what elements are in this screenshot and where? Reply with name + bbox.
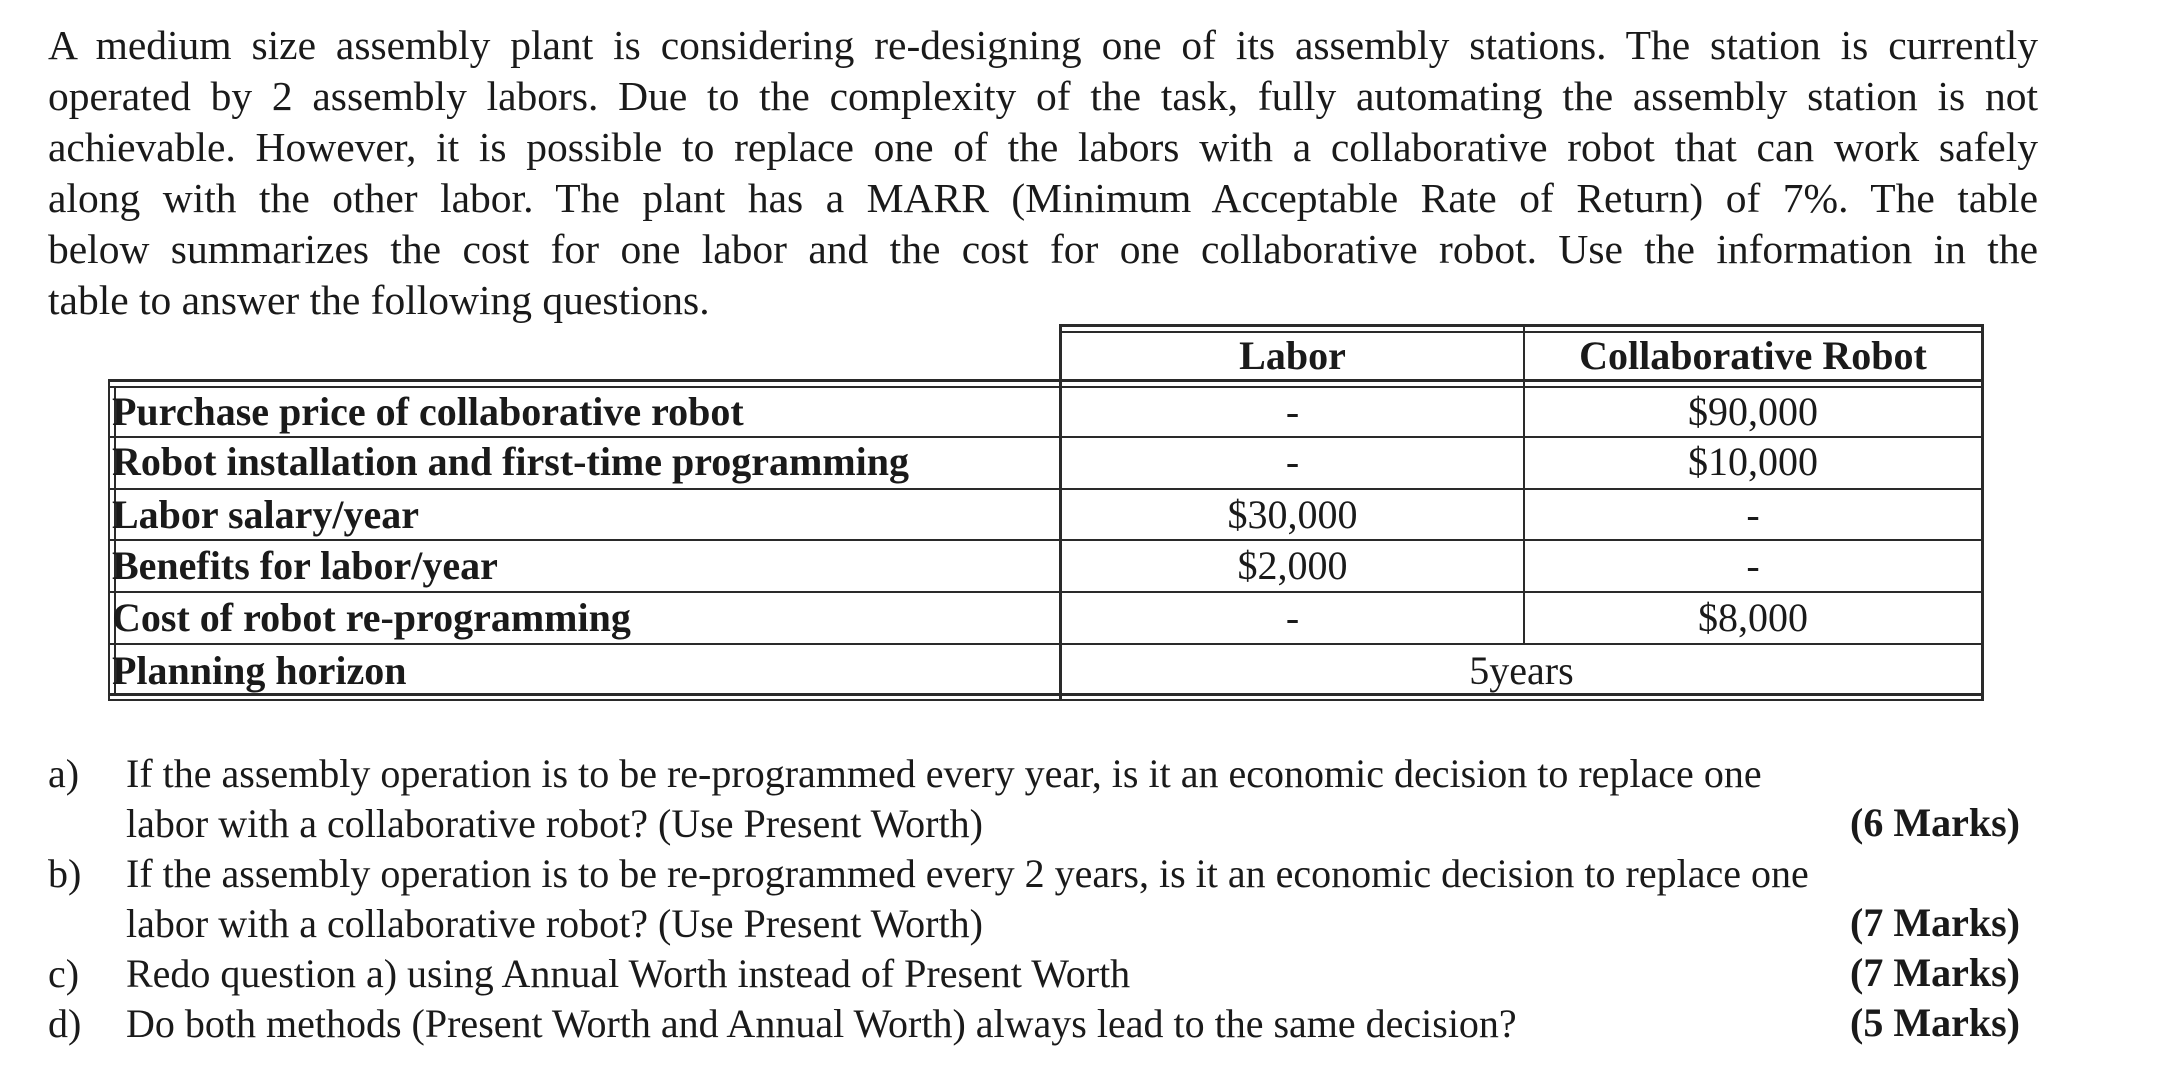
table-border bbox=[108, 379, 110, 701]
row-label: Benefits for labor/year bbox=[112, 543, 498, 588]
intro-line: below summarizes the cost for one labor and the cost for one collaborative robot. Use the information in the bbox=[48, 226, 2038, 272]
table-border bbox=[108, 539, 1983, 541]
table-border bbox=[1059, 324, 1983, 327]
labor-value: - bbox=[1285, 439, 1300, 484]
robot-value: - bbox=[1746, 492, 1760, 537]
header-labor: Labor bbox=[1239, 333, 1346, 378]
question-text: Redo question a) using Annual Worth instead of Present Worth bbox=[126, 951, 1131, 996]
table-border bbox=[1981, 324, 1984, 701]
intro-line: achievable. However, it is possible to replace one of the labors with a collaborative robot that can work safely bbox=[48, 124, 2038, 170]
table-border bbox=[108, 436, 1983, 438]
intro-line: along with the other labor. The plant has a MARR (Minimum Acceptable Rate of Return) of 7%. The table bbox=[48, 175, 2038, 221]
intro-paragraph bbox=[48, 20, 2038, 326]
table-border bbox=[108, 379, 1983, 382]
labor-value: - bbox=[1285, 595, 1300, 640]
table-border bbox=[108, 693, 1983, 696]
row-label: Planning horizon bbox=[112, 648, 407, 693]
labor-value: $2,000 bbox=[1237, 543, 1348, 588]
planning-horizon-value: 5years bbox=[1469, 648, 1574, 693]
table-border bbox=[108, 488, 1983, 490]
labor-value: - bbox=[1285, 389, 1300, 434]
question-text: If the assembly operation is to be re-programmed every year, is it an economic decision to replace one bbox=[126, 751, 1762, 796]
intro-line: table to answer the following questions. bbox=[48, 277, 710, 323]
marks-a: (6 Marks) bbox=[1850, 800, 2020, 845]
labor-value: $30,000 bbox=[1227, 492, 1358, 537]
row-label: Purchase price of collaborative robot bbox=[112, 389, 744, 434]
question-letter: a) bbox=[48, 751, 80, 796]
intro-line: operated by 2 assembly labors. Due to the complexity of the task, fully automating the assembly station is not bbox=[48, 73, 2038, 119]
question-letter: b) bbox=[48, 851, 82, 896]
marks-c: (7 Marks) bbox=[1850, 950, 2020, 995]
marks-d: (5 Marks) bbox=[1850, 1000, 2020, 1045]
row-label: Cost of robot re-programming bbox=[112, 595, 631, 640]
table-border bbox=[108, 699, 1983, 701]
question-text: If the assembly operation is to be re-programmed every 2 years, is it an economic decision to replace one bbox=[126, 851, 1809, 896]
question-letter: d) bbox=[48, 1001, 82, 1046]
question-text: labor with a collaborative robot? (Use Present Worth) bbox=[126, 901, 983, 946]
row-label: Labor salary/year bbox=[112, 492, 420, 537]
robot-value: - bbox=[1746, 543, 1760, 588]
robot-value: $10,000 bbox=[1688, 439, 1818, 484]
robot-value: $90,000 bbox=[1688, 389, 1818, 434]
header-robot: Collaborative Robot bbox=[1579, 333, 1927, 378]
table-border bbox=[108, 386, 1983, 388]
question-text: Do both methods (Present Worth and Annual Worth) always lead to the same decision? bbox=[126, 1001, 1517, 1046]
intro-line: A medium size assembly plant is considering re-designing one of its assembly stations. The station is currently bbox=[48, 22, 2038, 68]
question-text: labor with a collaborative robot? (Use Present Worth) bbox=[126, 801, 983, 846]
robot-value: $8,000 bbox=[1698, 595, 1808, 640]
table-border bbox=[108, 643, 1983, 645]
marks-b: (7 Marks) bbox=[1850, 900, 2020, 945]
row-label: Robot installation and first-time programming bbox=[112, 439, 910, 484]
table-border bbox=[108, 591, 1983, 593]
question-letter: c) bbox=[48, 951, 80, 996]
